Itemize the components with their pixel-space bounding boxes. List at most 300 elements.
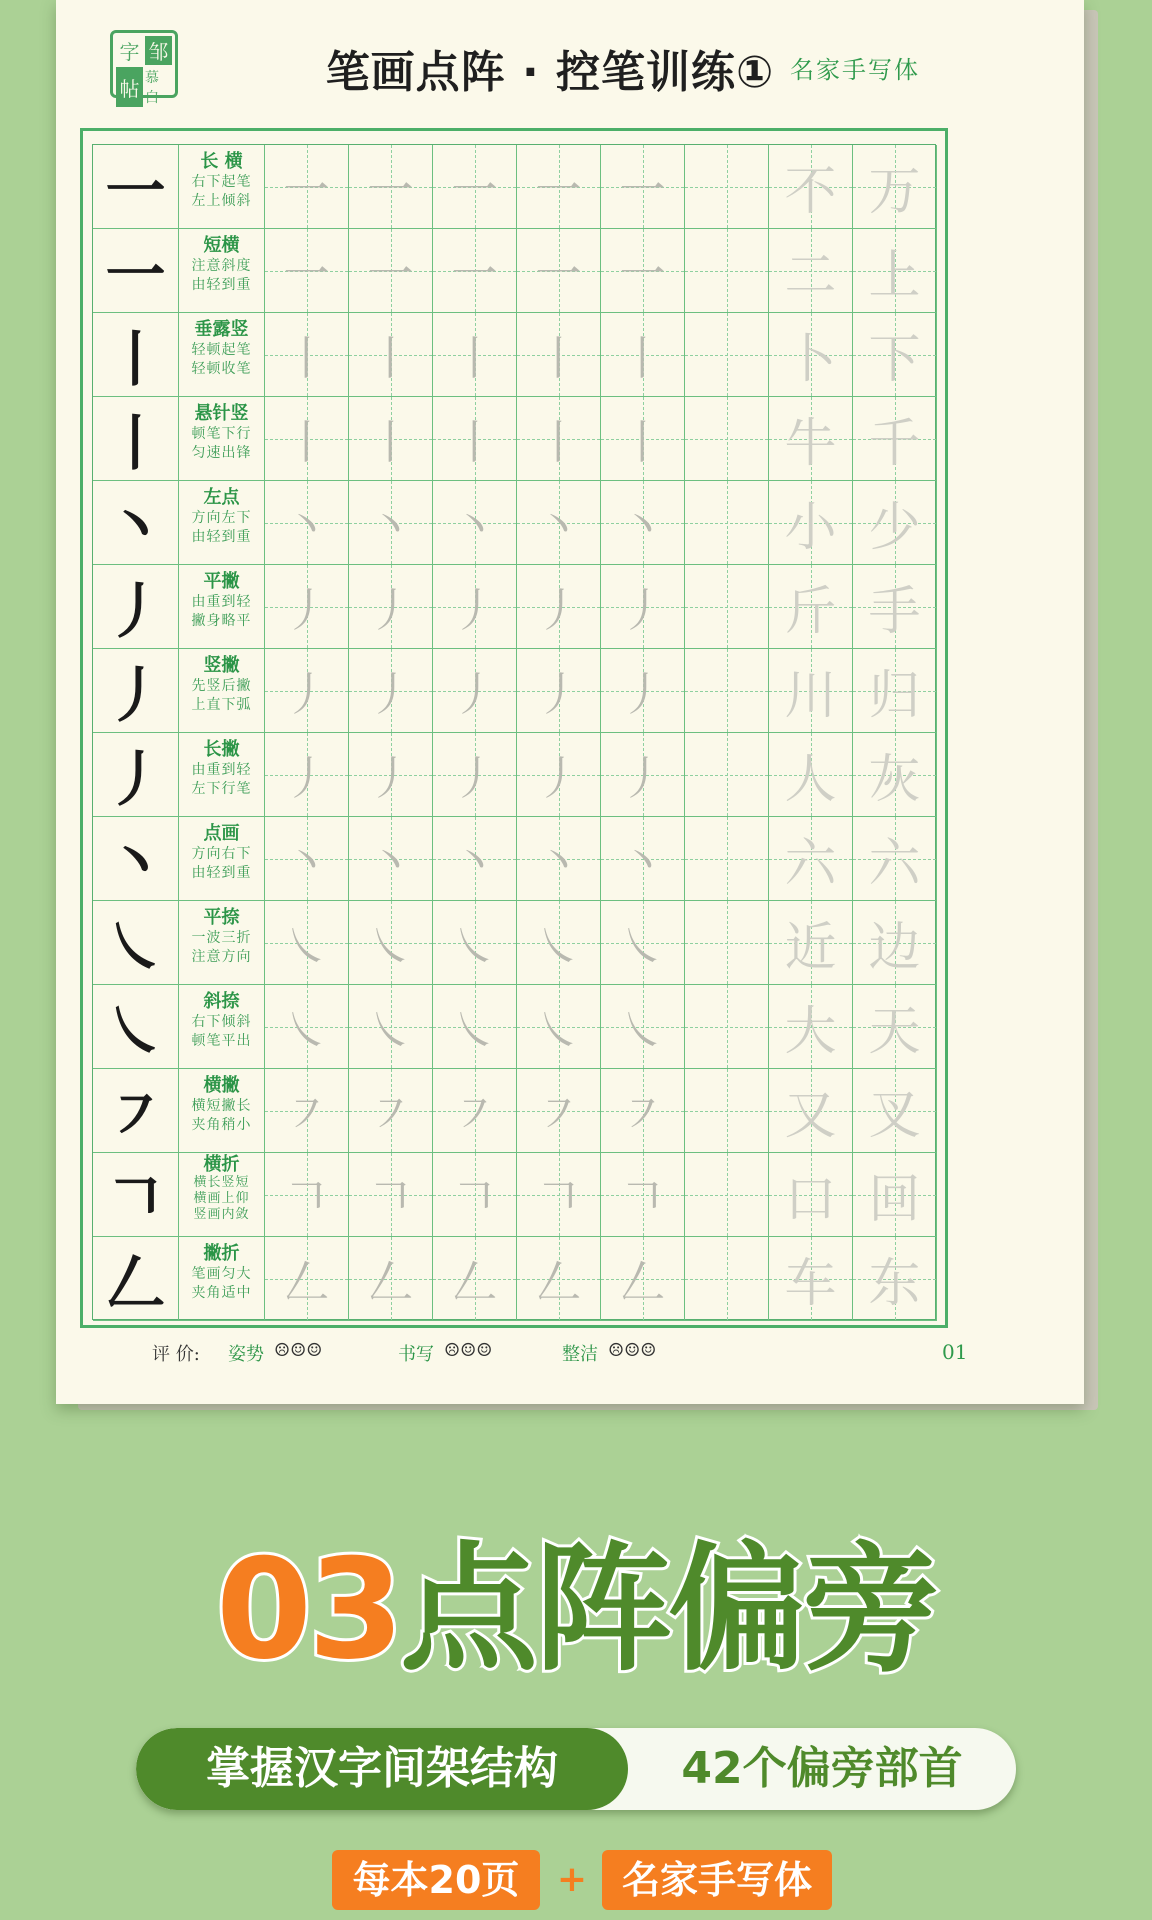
blank-practice-cell[interactable] [685,313,769,397]
stroke-name: 撇折 [203,1243,240,1264]
trace-stroke: 丿 [367,666,414,721]
trace-stroke: ㇏ [619,1002,666,1057]
stroke-name: 短横 [203,235,240,256]
stroke-example-glyph: ㇏ [105,912,166,983]
trace-cell[interactable] [517,1237,601,1321]
character-cell[interactable] [769,901,853,985]
trace-cell[interactable] [601,1069,685,1153]
stroke-info-cell [179,817,265,901]
trace-stroke: ㇏ [535,918,582,973]
trace-stroke: 丶 [619,834,666,889]
trace-cell[interactable] [433,313,517,397]
stroke-tip: 竖画内敛 [193,1207,250,1222]
stroke-name: 点画 [203,823,240,844]
stroke-example-glyph: 丿 [105,660,166,731]
character-cell[interactable] [853,1153,937,1237]
trace-stroke: 丨 [619,414,666,469]
stroke-info-cell [179,1069,265,1153]
example-character: 近 [784,918,837,978]
stroke-tip: 方向左下 [191,510,252,526]
trace-cell[interactable] [265,985,349,1069]
character-cell[interactable] [853,229,937,313]
font-style-label: 名家手写体 [790,56,920,84]
stroke-tip: 右下起笔 [191,174,252,190]
stroke-name: 横撇 [203,1075,240,1096]
example-character: 东 [868,1254,921,1314]
stroke-info-cell [179,901,265,985]
trace-stroke: 丿 [451,582,498,637]
blank-practice-cell[interactable] [685,649,769,733]
trace-cell[interactable] [349,985,433,1069]
example-character: 上 [868,246,921,306]
trace-stroke: 𠃍 [535,1170,582,1225]
trace-stroke: ㇇ [367,1086,414,1141]
example-character: 回 [868,1170,921,1230]
stroke-name: 垂露竖 [194,319,249,340]
trace-stroke: 丨 [367,414,414,469]
stroke-name: 左点 [203,487,240,508]
trace-stroke: 一 [619,246,666,301]
character-cell[interactable] [853,397,937,481]
stroke-info-cell [179,397,265,481]
stroke-tip: 右下倾斜 [191,1014,252,1030]
stroke-tip: 由轻到重 [191,529,252,545]
character-cell[interactable] [853,481,937,565]
example-character: 又 [784,1086,837,1146]
trace-cell[interactable] [265,1237,349,1321]
stroke-tip: 轻顿起笔 [191,342,252,358]
stroke-name: 竖撇 [203,655,240,676]
trace-cell[interactable] [517,985,601,1069]
trace-stroke: 丿 [619,750,666,805]
trace-cell[interactable] [517,733,601,817]
trace-cell[interactable] [433,733,517,817]
example-character: 千 [868,414,921,474]
stroke-name: 长撇 [203,739,240,760]
trace-cell[interactable] [601,733,685,817]
trace-stroke: 丨 [451,330,498,385]
character-cell[interactable] [853,145,937,229]
trace-cell[interactable] [433,397,517,481]
stroke-info-cell [179,1237,265,1321]
trace-cell[interactable] [601,649,685,733]
stroke-info-cell [179,1153,265,1237]
trace-stroke: 丶 [283,498,330,553]
evaluation-row [152,1340,972,1370]
trace-stroke: 丶 [283,834,330,889]
trace-stroke: 丨 [535,414,582,469]
blank-practice-cell[interactable] [685,229,769,313]
trace-stroke: 丿 [283,666,330,721]
stroke-tip: 上直下弧 [191,697,252,713]
trace-cell[interactable] [517,313,601,397]
stroke-tip: 注意斜度 [191,258,252,274]
stroke-example-glyph: 𠃋 [105,1248,166,1319]
trace-cell[interactable] [517,481,601,565]
example-character: 口 [784,1170,837,1230]
trace-stroke: 丿 [283,750,330,805]
stroke-info-cell [179,481,265,565]
character-cell[interactable] [853,565,937,649]
example-character: 斤 [784,582,837,642]
trace-stroke: 丿 [619,582,666,637]
trace-stroke: 丿 [451,750,498,805]
stroke-example-glyph: 一 [105,156,166,227]
stroke-name: 悬针竖 [194,403,249,424]
trace-cell[interactable] [517,229,601,313]
example-character: 归 [868,666,921,726]
trace-cell[interactable] [433,481,517,565]
trace-cell[interactable] [433,817,517,901]
stroke-example-cell [93,1237,179,1321]
trace-cell[interactable] [349,397,433,481]
stroke-tip: 横长竖短 [193,1175,250,1190]
trace-stroke: ㇇ [619,1086,666,1141]
character-cell[interactable] [853,817,937,901]
feature-headline [0,1529,1152,1690]
trace-stroke: 丿 [619,666,666,721]
trace-cell[interactable] [349,481,433,565]
trace-cell[interactable] [349,1069,433,1153]
trace-cell[interactable] [265,901,349,985]
trace-stroke: ㇏ [367,918,414,973]
trace-cell[interactable] [517,565,601,649]
stroke-tip: 先竖后撇 [191,678,252,694]
feature-pill [136,1728,1016,1810]
trace-cell[interactable] [601,1237,685,1321]
example-character: 边 [868,918,921,978]
example-character: 川 [784,666,837,726]
blank-practice-cell[interactable] [685,901,769,985]
character-cell[interactable] [769,481,853,565]
trace-stroke: 一 [451,246,498,301]
blank-practice-cell[interactable] [685,1069,769,1153]
trace-stroke: 丨 [283,414,330,469]
plus-sign: + [556,1859,588,1900]
blank-practice-cell[interactable] [685,985,769,1069]
trace-stroke: 丶 [367,498,414,553]
stroke-name: 横折 [203,1154,240,1175]
trace-stroke: 丶 [451,834,498,889]
trace-cell[interactable] [349,733,433,817]
character-cell[interactable] [769,649,853,733]
stroke-info-cell [179,733,265,817]
stroke-example-cell [93,733,179,817]
trace-cell[interactable] [601,985,685,1069]
stroke-tip: 顿笔平出 [191,1033,252,1049]
seal-char: 字 [119,40,140,64]
trace-cell[interactable] [265,1153,349,1237]
blank-practice-cell[interactable] [685,565,769,649]
example-character: 牛 [784,414,837,474]
character-cell[interactable] [769,1069,853,1153]
trace-cell[interactable] [433,901,517,985]
trace-stroke: ㇏ [535,1002,582,1057]
trace-stroke: 𠃋 [619,1254,666,1309]
example-character: 不 [784,162,837,222]
character-cell[interactable] [853,1069,937,1153]
trace-cell[interactable] [433,985,517,1069]
blank-practice-cell[interactable] [685,397,769,481]
blank-practice-cell[interactable] [685,1237,769,1321]
trace-stroke: ㇏ [451,1002,498,1057]
example-character: 六 [868,834,921,894]
stroke-example-cell [93,397,179,481]
stroke-info-cell [179,565,265,649]
trace-stroke: 丨 [367,330,414,385]
stroke-name: 斜捺 [203,991,240,1012]
character-cell[interactable] [769,565,853,649]
trace-cell[interactable] [349,901,433,985]
stroke-example-glyph: 丨 [105,408,166,479]
trace-stroke: ㇏ [367,1002,414,1057]
seal-char: 帖 [116,67,143,107]
stroke-info-cell [179,313,265,397]
character-cell[interactable] [769,1153,853,1237]
evaluation-neatness: 整洁 [562,1344,598,1365]
stroke-example-cell [93,229,179,313]
blank-practice-cell[interactable] [685,817,769,901]
trace-stroke: 丶 [451,498,498,553]
evaluation-writing: 书写 [398,1344,434,1365]
trace-stroke: ㇇ [283,1086,330,1141]
example-character: 卜 [784,330,837,390]
stroke-tip: 一波三折 [191,930,252,946]
evaluation-posture: 姿势 [228,1344,264,1365]
stroke-example-cell [93,565,179,649]
page-title: 笔画点阵 · 控笔训练① [325,47,775,98]
trace-stroke: 𠃋 [451,1254,498,1309]
face-icons: ☹☺☺ [274,1340,323,1361]
trace-stroke: 丿 [367,750,414,805]
trace-cell[interactable] [433,565,517,649]
stroke-example-glyph: 𠃍 [105,1164,166,1235]
trace-stroke: 丿 [451,666,498,721]
publisher-seal [110,30,178,106]
stroke-tip: 横短撇长 [191,1098,252,1114]
character-cell[interactable] [769,1237,853,1321]
trace-stroke: ㇏ [619,918,666,973]
stroke-tip: 由轻到重 [191,865,252,881]
evaluation-label: 评 价: [152,1344,200,1365]
trace-stroke: 丿 [535,750,582,805]
trace-stroke: 一 [367,162,414,217]
stroke-example-cell [93,145,179,229]
stroke-example-glyph: 一 [105,240,166,311]
trace-cell[interactable] [265,313,349,397]
character-cell[interactable] [769,733,853,817]
trace-stroke: 丶 [619,498,666,553]
trace-cell[interactable] [517,901,601,985]
trace-stroke: 丶 [367,834,414,889]
trace-cell[interactable] [349,565,433,649]
trace-cell[interactable] [517,817,601,901]
stroke-info-cell [179,985,265,1069]
stroke-name: 平撇 [203,571,240,592]
trace-stroke: ㇏ [451,918,498,973]
trace-cell[interactable] [265,565,349,649]
stroke-tip: 夹角稍小 [191,1117,252,1133]
trace-cell[interactable] [265,817,349,901]
example-character: 下 [868,330,921,390]
trace-stroke: 丿 [283,582,330,637]
example-character: 二 [784,246,837,306]
example-character: 手 [868,582,921,642]
trace-stroke: ㇏ [283,1002,330,1057]
trace-cell[interactable] [601,229,685,313]
trace-cell[interactable] [601,1153,685,1237]
stroke-tip: 左上倾斜 [191,193,252,209]
trace-cell[interactable] [433,145,517,229]
example-character: 大 [784,1002,837,1062]
trace-stroke: 一 [619,162,666,217]
trace-stroke: 一 [283,162,330,217]
trace-cell[interactable] [601,313,685,397]
example-character: 车 [784,1254,837,1314]
trace-stroke: ㇏ [283,918,330,973]
trace-cell[interactable] [601,481,685,565]
character-cell[interactable] [853,985,937,1069]
trace-stroke: ㇇ [535,1086,582,1141]
character-cell[interactable] [853,733,937,817]
character-cell[interactable] [769,145,853,229]
stroke-tip: 笔画匀大 [191,1266,252,1282]
trace-cell[interactable] [265,229,349,313]
trace-stroke: 丶 [535,834,582,889]
example-character: 万 [868,162,921,222]
seal-char: 慕白 [145,70,159,106]
stroke-example-glyph: 丿 [105,576,166,647]
trace-cell[interactable] [601,397,685,481]
trace-stroke: 𠃋 [535,1254,582,1309]
stroke-tip: 方向右下 [191,846,252,862]
trace-cell[interactable] [265,1069,349,1153]
blank-practice-cell[interactable] [685,481,769,565]
trace-stroke: 𠃍 [367,1170,414,1225]
trace-cell[interactable] [265,397,349,481]
character-cell[interactable] [769,229,853,313]
trace-cell[interactable] [349,817,433,901]
stroke-name: 长 横 [200,151,243,172]
seal-char: 邹 [145,36,172,65]
trace-stroke: 一 [283,246,330,301]
character-cell[interactable] [853,1237,937,1321]
trace-cell[interactable] [601,145,685,229]
stroke-tip: 顿笔下行 [191,426,252,442]
example-character: 人 [784,750,837,810]
trace-cell[interactable] [433,1153,517,1237]
trace-cell[interactable] [265,649,349,733]
trace-cell[interactable] [349,313,433,397]
trace-cell[interactable] [517,397,601,481]
trace-cell[interactable] [517,649,601,733]
stroke-tip: 由重到轻 [191,762,252,778]
trace-cell[interactable] [517,1069,601,1153]
example-character: 小 [784,498,837,558]
trace-cell[interactable] [601,565,685,649]
stroke-example-cell [93,481,179,565]
trace-cell[interactable] [349,145,433,229]
example-character: 少 [868,498,921,558]
character-cell[interactable] [769,313,853,397]
trace-stroke: 丿 [535,666,582,721]
headline-text: 点阵偏旁 [400,1529,937,1690]
stroke-example-cell [93,649,179,733]
stroke-example-cell [93,901,179,985]
stroke-example-cell [93,1069,179,1153]
stroke-example-glyph: 丨 [105,324,166,395]
trace-cell[interactable] [265,145,349,229]
stroke-example-glyph: 丿 [105,744,166,815]
stroke-example-cell [93,817,179,901]
trace-cell[interactable] [265,481,349,565]
example-character: 天 [868,1002,921,1062]
stroke-example-cell [93,313,179,397]
trace-cell[interactable] [433,649,517,733]
trace-cell[interactable] [349,229,433,313]
character-cell[interactable] [853,313,937,397]
blank-practice-cell[interactable] [685,733,769,817]
trace-stroke: 一 [535,246,582,301]
trace-cell[interactable] [349,1237,433,1321]
character-cell[interactable] [769,985,853,1069]
trace-cell[interactable] [517,1153,601,1237]
trace-stroke: 𠃋 [367,1254,414,1309]
stroke-tip: 注意方向 [191,949,252,965]
face-icons: ☹☺☺ [444,1340,493,1361]
blank-practice-cell[interactable] [685,145,769,229]
character-cell[interactable] [853,649,937,733]
trace-cell[interactable] [433,1069,517,1153]
trace-cell[interactable] [349,1153,433,1237]
trace-cell[interactable] [433,229,517,313]
trace-stroke: 𠃋 [283,1254,330,1309]
trace-stroke: 𠃍 [451,1170,498,1225]
stroke-example-glyph: 丶 [105,828,166,899]
stroke-example-cell [93,985,179,1069]
stroke-example-glyph: ㇏ [105,996,166,1067]
stroke-tip: 由轻到重 [191,277,252,293]
example-character: 六 [784,834,837,894]
example-character: 叉 [868,1086,921,1146]
trace-cell[interactable] [517,145,601,229]
stroke-info-cell [179,649,265,733]
trace-cell[interactable] [601,817,685,901]
stroke-tip: 夹角适中 [191,1285,252,1301]
trace-stroke: 丨 [283,330,330,385]
trace-cell[interactable] [433,1237,517,1321]
stroke-example-glyph: 丶 [105,492,166,563]
stroke-name: 平捺 [203,907,240,928]
face-icons: ☹☺☺ [608,1340,657,1361]
trace-cell[interactable] [349,649,433,733]
trace-stroke: ㇇ [451,1086,498,1141]
character-cell[interactable] [853,901,937,985]
character-cell[interactable] [769,817,853,901]
trace-stroke: 丨 [451,414,498,469]
trace-stroke: 丿 [367,582,414,637]
trace-cell[interactable] [265,733,349,817]
stroke-tip: 撇身略平 [191,613,252,629]
tag-pages: 每本20页 [332,1850,540,1910]
headline-number: 03 [215,1529,401,1690]
stroke-tip: 匀速出锋 [191,445,252,461]
character-cell[interactable] [769,397,853,481]
trace-stroke: 𠃍 [619,1170,666,1225]
trace-cell[interactable] [601,901,685,985]
blank-practice-cell[interactable] [685,1153,769,1237]
stroke-tip: 轻顿收笔 [191,361,252,377]
